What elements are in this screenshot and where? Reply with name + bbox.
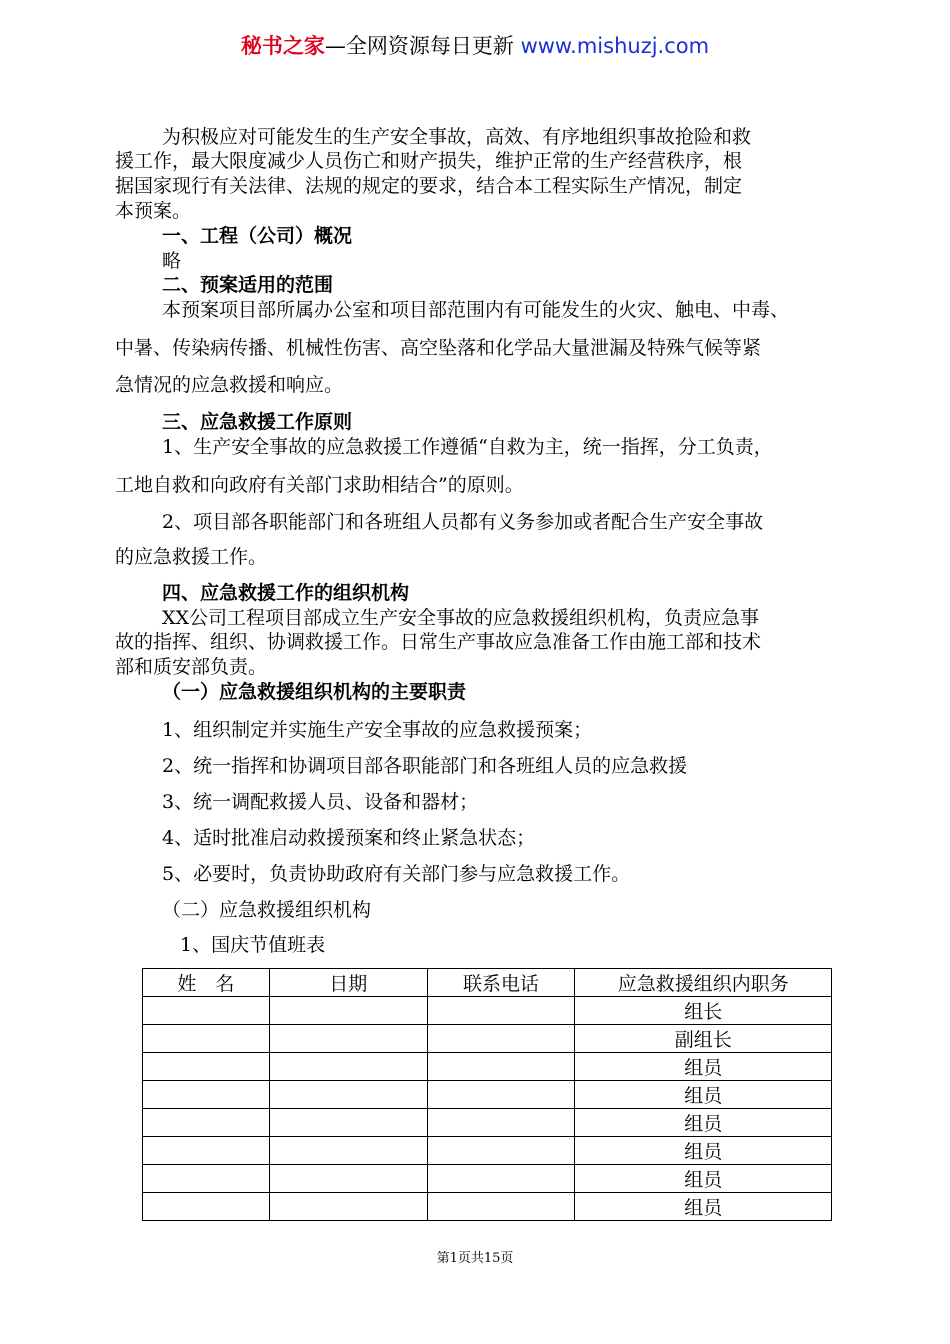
role-cell: 组长 bbox=[575, 997, 832, 1025]
phone-cell bbox=[427, 1137, 575, 1165]
date-cell bbox=[269, 1109, 427, 1137]
intro-line: 援工作，最大限度减少人员伤亡和财产损失，维护正常的生产经营秩序，根 bbox=[115, 150, 743, 172]
header-name: 姓 名 bbox=[143, 969, 270, 997]
section-4-heading: 四、应急救援工作的组织机构 bbox=[162, 582, 410, 604]
site-brand: 秘书之家 bbox=[240, 34, 325, 58]
section-1-text: 略 bbox=[162, 250, 182, 272]
section-3-line: 2、项目部各职能部门和各班组人员都有义务参加或者配合生产安全事故 bbox=[162, 511, 764, 533]
intro-line: 本预案。 bbox=[115, 200, 192, 222]
duty-item: 2、统一指挥和协调项目部各职能部门和各班组人员的应急救援 bbox=[162, 755, 688, 777]
phone-cell bbox=[427, 1165, 575, 1193]
header-date: 日期 bbox=[269, 969, 427, 997]
duty-item: 5、必要时，负责协助政府有关部门参与应急救援工作。 bbox=[162, 863, 631, 885]
duty-roster-table bbox=[142, 968, 832, 1221]
table-row bbox=[143, 1137, 832, 1165]
section-2-line: 中暑、传染病传播、机械性伤害、高空坠落和化学品大量泄漏及特殊气候等紧 bbox=[115, 337, 762, 359]
section-3-line: 工地自救和向政府有关部门求助相结合”的原则。 bbox=[115, 474, 524, 496]
section-1-heading: 一、工程（公司）概况 bbox=[162, 225, 353, 247]
date-cell bbox=[269, 1025, 427, 1053]
role-cell: 组员 bbox=[575, 1193, 832, 1221]
table-row bbox=[143, 1053, 832, 1081]
page-header bbox=[0, 30, 950, 60]
role-cell: 组员 bbox=[575, 1165, 832, 1193]
section-2-line: 急情况的应急救援和响应。 bbox=[115, 374, 344, 396]
date-cell bbox=[269, 1137, 427, 1165]
site-url[interactable]: www.mishuzj.com bbox=[520, 34, 710, 58]
section-3-line: 1、生产安全事故的应急救援工作遵循“自救为主，统一指挥，分工负责， bbox=[162, 436, 773, 458]
table-row bbox=[143, 1165, 832, 1193]
intro-line: 据国家现行有关法律、法规的规定的要求，结合本工程实际生产情况，制定 bbox=[115, 175, 743, 197]
header-role: 应急救援组织内职务 bbox=[575, 969, 832, 997]
section-3-line: 的应急救援工作。 bbox=[115, 546, 268, 568]
header-phone: 联系电话 bbox=[427, 969, 575, 997]
date-cell bbox=[269, 1053, 427, 1081]
name-cell bbox=[143, 1109, 270, 1137]
phone-cell bbox=[427, 1193, 575, 1221]
intro-line: 为积极应对可能发生的生产安全事故，高效、有序地组织事故抢险和救 bbox=[162, 126, 752, 148]
name-cell bbox=[143, 1193, 270, 1221]
role-cell: 组员 bbox=[575, 1053, 832, 1081]
table-title: 1、国庆节值班表 bbox=[180, 934, 326, 956]
name-cell bbox=[143, 1137, 270, 1165]
section-4-line: 部和质安部负责。 bbox=[115, 656, 268, 678]
table-row bbox=[143, 1025, 832, 1053]
name-cell bbox=[143, 1053, 270, 1081]
name-cell bbox=[143, 1081, 270, 1109]
table-row bbox=[143, 1081, 832, 1109]
section-4-line: 故的指挥、组织、协调救援工作。日常生产事故应急准备工作由施工部和技术 bbox=[115, 631, 762, 653]
section-2-heading: 二、预案适用的范围 bbox=[162, 274, 334, 296]
duty-item: 4、适时批准启动救援预案和终止紧急状态； bbox=[162, 827, 536, 849]
table-row bbox=[143, 1193, 832, 1221]
table-header-row bbox=[143, 969, 832, 997]
role-cell: 副组长 bbox=[575, 1025, 832, 1053]
role-cell: 组员 bbox=[575, 1137, 832, 1165]
phone-cell bbox=[427, 1025, 575, 1053]
site-slogan: —全网资源每日更新 bbox=[324, 34, 521, 58]
section-3-heading: 三、应急救援工作原则 bbox=[162, 411, 353, 433]
role-cell: 组员 bbox=[575, 1109, 832, 1137]
date-cell bbox=[269, 1081, 427, 1109]
duty-item: 3、统一调配救援人员、设备和器材； bbox=[162, 791, 479, 813]
name-cell bbox=[143, 997, 270, 1025]
date-cell bbox=[269, 997, 427, 1025]
name-cell bbox=[143, 1025, 270, 1053]
date-cell bbox=[269, 1165, 427, 1193]
role-cell: 组员 bbox=[575, 1081, 832, 1109]
name-cell bbox=[143, 1165, 270, 1193]
page-number: 第1页共15页 bbox=[436, 1251, 514, 1266]
section-2-line: 本预案项目部所属办公室和项目部范围内有可能发生的火灾、触电、中毒、 bbox=[162, 299, 790, 321]
table-row bbox=[143, 1109, 832, 1137]
table-row bbox=[143, 997, 832, 1025]
phone-cell bbox=[427, 1081, 575, 1109]
duty-item: 1、组织制定并实施生产安全事故的应急救援预案； bbox=[162, 719, 593, 741]
date-cell bbox=[269, 1193, 427, 1221]
subsection-1-heading: （一）应急救援组织机构的主要职责 bbox=[162, 681, 467, 703]
section-4-line: XX公司工程项目部成立生产安全事故的应急救援组织机构，负责应急事 bbox=[162, 607, 760, 629]
phone-cell bbox=[427, 1053, 575, 1081]
subsection-2-heading: （二）应急救援组织机构 bbox=[162, 899, 372, 921]
phone-cell bbox=[427, 997, 575, 1025]
phone-cell bbox=[427, 1109, 575, 1137]
